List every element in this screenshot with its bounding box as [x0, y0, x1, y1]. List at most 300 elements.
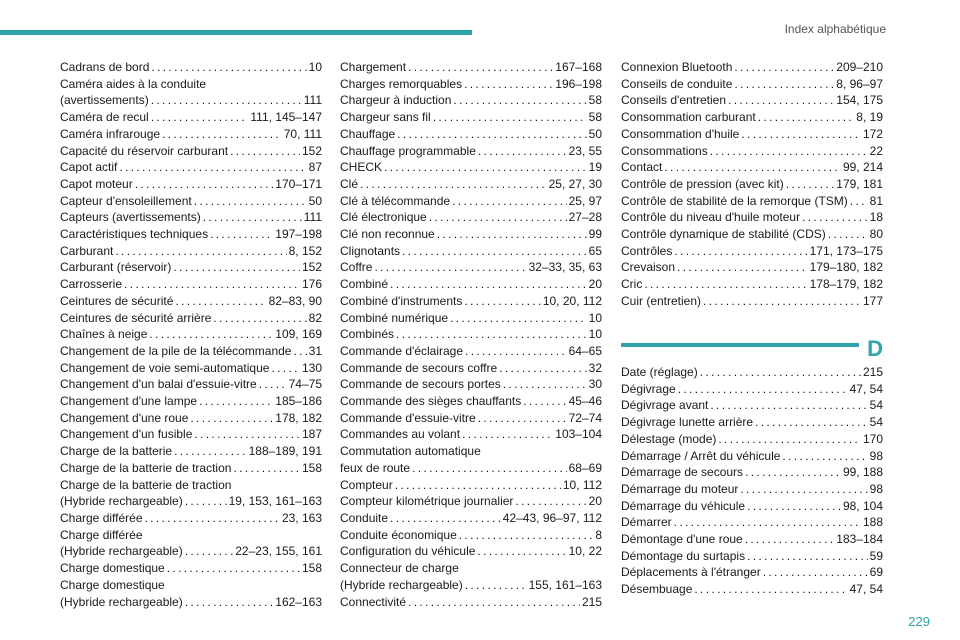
index-entry-line	[60, 426, 322, 443]
index-entry-line	[340, 376, 602, 393]
index-term: Dégivrage avant	[621, 398, 709, 413]
index-entry-line	[60, 527, 322, 544]
index-page-refs: 74–75	[288, 377, 322, 392]
leader-dots	[478, 410, 567, 427]
index-entry	[340, 310, 602, 327]
index-term: Démarrer	[621, 515, 672, 530]
index-entry	[60, 126, 322, 143]
index-page-refs: 10, 22	[568, 544, 602, 559]
index-term: Charge de la batterie de traction	[60, 477, 232, 492]
leader-dots	[151, 59, 306, 76]
index-term: Carrosserie	[60, 277, 123, 292]
index-entry	[621, 159, 883, 176]
index-page-refs: 111, 145–147	[250, 110, 322, 125]
index-entry	[60, 209, 322, 226]
index-term: Démarrage / Arrêt du véhicule	[621, 448, 781, 463]
leader-dots	[390, 510, 501, 527]
leader-dots	[185, 493, 227, 510]
leader-dots	[499, 360, 586, 377]
index-entry	[340, 493, 602, 510]
header-accent-bar	[0, 30, 472, 35]
leader-dots	[194, 426, 300, 443]
index-entry-line	[60, 243, 322, 260]
leader-dots	[734, 76, 834, 93]
leader-dots	[199, 393, 273, 410]
index-entry-line	[340, 310, 602, 327]
index-page-refs: 185–186	[275, 394, 322, 409]
index-term: Chauffage	[340, 126, 396, 141]
index-page-refs: 68–69	[568, 460, 602, 475]
index-entry	[60, 293, 322, 310]
index-term: Consommation d'huile	[621, 126, 740, 141]
leader-dots	[758, 109, 855, 126]
index-entry	[60, 226, 322, 243]
index-page-refs: 170	[862, 431, 883, 446]
leader-dots	[644, 276, 807, 293]
index-entry	[621, 481, 883, 498]
index-term: Charge domestique	[60, 577, 165, 592]
index-entry	[621, 293, 883, 310]
index-page-refs: 154, 175	[836, 93, 883, 108]
index-term: Désembuage	[621, 582, 693, 597]
index-entry	[60, 310, 322, 327]
index-entry	[60, 477, 322, 510]
index-term: Démarrage du moteur	[621, 481, 739, 496]
index-page-refs: 109, 169	[275, 327, 322, 342]
index-entry-line	[60, 259, 322, 276]
index-term: Changement d'une lampe	[60, 394, 198, 409]
index-term: Charge de la batterie	[60, 444, 173, 459]
index-entry	[340, 293, 602, 310]
index-entry	[340, 560, 602, 593]
index-entry	[621, 581, 883, 598]
index-entry	[60, 259, 322, 276]
index-term: (avertissements)	[60, 93, 149, 108]
index-entry	[60, 59, 322, 76]
index-page-refs: 8	[595, 527, 602, 542]
index-term: Clé électronique	[340, 210, 427, 225]
index-entry-line	[60, 209, 322, 226]
index-entry-line	[340, 326, 602, 343]
index-page-refs: 197–198	[275, 227, 322, 242]
index-page-refs: 215	[862, 365, 883, 379]
leader-dots	[453, 92, 586, 109]
index-entry	[340, 126, 602, 143]
index-page-refs: 23, 163	[281, 510, 322, 525]
index-entry	[60, 243, 322, 260]
index-entry	[60, 577, 322, 610]
index-entry	[340, 510, 602, 527]
index-term: Caméra de recul	[60, 110, 149, 125]
index-entry-line	[621, 481, 883, 498]
index-entry-line	[60, 477, 322, 494]
index-entry-line	[60, 143, 322, 160]
index-page-refs: 179, 181	[836, 176, 883, 191]
leader-dots	[402, 243, 587, 260]
index-term: Changement d'un fusible	[60, 427, 193, 442]
index-page-refs: 178, 182	[275, 410, 322, 425]
index-entry	[340, 159, 602, 176]
leader-dots	[677, 259, 808, 276]
index-term: (Hybride rechargeable)	[340, 577, 463, 592]
leader-dots	[396, 326, 587, 343]
index-entry-line	[60, 443, 322, 460]
index-term: Contact	[621, 160, 663, 175]
index-entry-line	[621, 431, 883, 448]
index-page-refs: 50	[308, 193, 322, 208]
index-entry-line	[621, 581, 883, 598]
leader-dots	[745, 531, 835, 548]
index-page-refs: 10, 112	[562, 477, 602, 492]
leader-dots	[185, 594, 274, 611]
index-entry	[340, 343, 602, 360]
index-entry	[340, 143, 602, 160]
leader-dots	[464, 293, 540, 310]
index-term: Délestage (mode)	[621, 431, 717, 446]
index-entry-line	[60, 276, 322, 293]
index-entry	[340, 426, 602, 443]
index-entry	[60, 109, 322, 126]
index-term: Clé non reconnue	[340, 227, 435, 242]
index-entry	[340, 527, 602, 544]
index-entry	[60, 360, 322, 377]
index-entry	[340, 176, 602, 193]
index-term: feux de route	[340, 460, 411, 475]
leader-dots	[230, 143, 300, 160]
index-entry-line	[60, 159, 322, 176]
index-term: Date (réglage)	[621, 365, 698, 379]
index-entry	[60, 527, 322, 560]
leader-dots	[694, 581, 847, 598]
index-entry-line	[60, 343, 322, 360]
index-entry-line	[621, 176, 883, 193]
index-entry	[621, 143, 883, 160]
index-page-refs: 27–28	[568, 210, 602, 225]
index-page-refs: 50	[588, 126, 602, 141]
index-page-refs: 162–163	[275, 594, 322, 609]
index-entry	[621, 276, 883, 293]
index-entry	[340, 443, 602, 476]
leader-dots	[523, 393, 566, 410]
index-entry	[621, 109, 883, 126]
index-entry-line	[340, 209, 602, 226]
index-term: Charge domestique	[60, 561, 165, 576]
leader-dots	[459, 527, 594, 544]
index-entry-line	[60, 293, 322, 310]
index-page-refs: 20	[588, 494, 602, 509]
index-page-refs: 177	[862, 293, 883, 308]
leader-dots	[465, 343, 567, 360]
leader-dots	[259, 376, 287, 393]
index-entry	[340, 276, 602, 293]
index-entry	[621, 531, 883, 548]
index-term: Commutation automatique	[340, 444, 481, 459]
index-page-refs: 155, 161–163	[528, 577, 602, 592]
leader-dots	[175, 293, 266, 310]
index-entry	[340, 477, 602, 494]
index-term: Commande des sièges chauffants	[340, 394, 522, 409]
index-page-refs: 25, 27, 30	[548, 176, 602, 191]
index-entry-line	[621, 564, 883, 581]
index-term: Capacité du réservoir carburant	[60, 143, 229, 158]
index-term: Contrôles	[621, 243, 673, 258]
index-entry	[60, 193, 322, 210]
index-entry-line	[340, 527, 602, 544]
index-entry-line	[621, 109, 883, 126]
index-term: Caractéristiques techniques	[60, 227, 209, 242]
index-term: Commande de secours coffre	[340, 360, 498, 375]
section-letter: D	[867, 336, 883, 361]
index-page-refs: 65	[588, 243, 602, 258]
index-page-refs: 10, 20, 112	[542, 293, 602, 308]
index-entry-line	[621, 276, 883, 293]
index-page-refs: 80	[869, 227, 883, 242]
index-page-refs: 167–168	[555, 60, 602, 74]
leader-dots	[755, 414, 868, 431]
index-page-refs: 47, 54	[849, 582, 883, 597]
index-page-refs: 70, 111	[283, 126, 322, 141]
leader-dots	[119, 159, 306, 176]
index-entry-line	[340, 143, 602, 160]
index-term: Chauffage programmable	[340, 143, 476, 158]
index-entry-line	[340, 577, 602, 594]
index-entry-line	[621, 397, 883, 414]
index-page-refs: 8, 19	[856, 110, 883, 125]
leader-dots	[194, 193, 307, 210]
leader-dots	[782, 448, 867, 465]
index-page-refs: 81	[869, 193, 883, 208]
index-entry-line	[621, 193, 883, 210]
leader-dots	[503, 376, 587, 393]
index-page-refs: 188–189, 191	[248, 444, 322, 459]
index-term: Coffre	[340, 260, 373, 275]
index-entry-line	[340, 259, 602, 276]
index-entry-line	[621, 414, 883, 431]
index-page-refs: 58	[588, 93, 602, 108]
index-term: Changement d'un balai d'essuie-vitre	[60, 377, 257, 392]
index-entry-line	[60, 510, 322, 527]
index-entry	[340, 594, 602, 611]
index-page-refs: 188	[862, 515, 883, 530]
index-entry	[60, 560, 322, 577]
index-entry-line	[60, 109, 322, 126]
leader-dots	[477, 543, 566, 560]
index-entry-line	[340, 460, 602, 477]
index-term: Combiné	[340, 277, 389, 292]
index-entry-line	[621, 448, 883, 465]
index-page-refs: 82–83, 90	[268, 293, 322, 308]
leader-dots	[674, 514, 861, 531]
index-entry-line	[621, 531, 883, 548]
index-entry	[340, 259, 602, 276]
index-page-refs: 103–104	[555, 427, 602, 442]
index-page-refs: 45–46	[568, 394, 602, 409]
leader-dots	[465, 577, 527, 594]
index-entry-line	[340, 92, 602, 109]
leader-dots	[429, 209, 567, 226]
leader-dots	[162, 126, 282, 143]
index-entry-line	[340, 410, 602, 427]
leader-dots	[478, 143, 567, 160]
index-entry	[621, 226, 883, 243]
leader-dots	[390, 276, 587, 293]
index-entry	[621, 76, 883, 93]
index-page-refs: 82	[308, 310, 322, 325]
index-term: Consommation carburant	[621, 110, 756, 125]
index-term: Démarrage de secours	[621, 465, 744, 480]
leader-dots	[149, 326, 273, 343]
index-entry	[340, 193, 602, 210]
index-entry-line	[340, 493, 602, 510]
index-entry	[60, 376, 322, 393]
index-page-refs: 54	[869, 398, 883, 413]
index-entry	[621, 243, 883, 260]
index-entry-line	[340, 293, 602, 310]
index-page-refs: 10	[588, 310, 602, 325]
index-page-refs: 99, 214	[842, 160, 883, 175]
index-term: Changement de la pile de la télécommande	[60, 343, 292, 358]
leader-dots	[360, 176, 547, 193]
index-entry-line	[621, 293, 883, 310]
index-entry	[60, 276, 322, 293]
index-entry-line	[340, 393, 602, 410]
index-page-refs: 22–23, 155, 161	[235, 544, 322, 559]
index-page-refs: 158	[301, 460, 322, 475]
index-entry-line	[340, 193, 602, 210]
index-term: CHECK	[340, 160, 383, 175]
index-entry-line	[60, 376, 322, 393]
index-entry	[60, 510, 322, 527]
index-column-3	[621, 59, 883, 310]
leader-dots	[233, 460, 300, 477]
index-entry-line	[340, 543, 602, 560]
index-page-refs: 22	[869, 143, 883, 158]
index-entry-line	[340, 560, 602, 577]
leader-dots	[747, 498, 841, 515]
index-entry-line	[60, 460, 322, 477]
index-term: (Hybride rechargeable)	[60, 494, 183, 509]
leader-dots	[710, 397, 867, 414]
index-page-refs: 158	[301, 561, 322, 576]
index-page-refs: 30	[588, 377, 602, 392]
index-term: Chargement	[340, 60, 407, 74]
index-page-refs: 72–74	[568, 410, 602, 425]
index-entry	[621, 498, 883, 515]
index-term: Caméra infrarouge	[60, 126, 161, 141]
leader-dots	[374, 259, 526, 276]
index-term: (Hybride rechargeable)	[60, 594, 183, 609]
index-term: Crevaison	[621, 260, 676, 275]
index-page-refs: 98	[869, 448, 883, 463]
index-page-refs: 8, 152	[288, 243, 322, 258]
index-entry	[60, 76, 322, 109]
index-page-refs: 19, 153, 161–163	[228, 494, 322, 509]
index-page-refs: 58	[588, 110, 602, 125]
index-entry-line	[621, 76, 883, 93]
index-entry-line	[60, 126, 322, 143]
index-entry-line	[621, 243, 883, 260]
leader-dots	[515, 493, 586, 510]
index-entry-line	[340, 159, 602, 176]
index-term: Conduite	[340, 510, 389, 525]
index-term: Clé	[340, 176, 359, 191]
index-term: Chaînes à neige	[60, 327, 148, 342]
index-entry-line	[60, 360, 322, 377]
index-term: Ceintures de sécurité	[60, 293, 174, 308]
leader-dots	[747, 548, 868, 565]
index-term: Conseils d'entretien	[621, 93, 727, 108]
leader-dots	[190, 410, 273, 427]
index-entry-line	[340, 443, 602, 460]
leader-dots	[452, 193, 567, 210]
leader-dots	[271, 360, 300, 377]
leader-dots	[786, 176, 835, 193]
leader-dots	[384, 159, 587, 176]
index-page-refs: 31	[308, 343, 322, 358]
index-entry	[621, 381, 883, 398]
index-entry-line	[60, 594, 322, 611]
leader-dots	[710, 143, 868, 160]
index-entry-line	[340, 59, 602, 76]
index-entry-line	[621, 381, 883, 398]
leader-dots	[397, 126, 586, 143]
leader-dots	[745, 464, 841, 481]
index-entry-line	[340, 276, 602, 293]
index-entry	[340, 543, 602, 560]
leader-dots	[740, 481, 867, 498]
index-term: Contrôle de stabilité de la remorque (TSM)	[621, 193, 848, 208]
index-entry	[60, 460, 322, 477]
index-page-refs: 20	[588, 277, 602, 292]
index-page-refs: 10	[588, 327, 602, 342]
index-entry	[621, 564, 883, 581]
index-page-refs: 10	[308, 60, 322, 74]
index-term: Contrôle du niveau d'huile moteur	[621, 210, 801, 225]
leader-dots	[763, 564, 868, 581]
index-entry	[60, 343, 322, 360]
header-title: Index alphabétique	[784, 22, 886, 36]
index-term: Combiné d'instruments	[340, 293, 463, 308]
index-term: Changement de voie semi-automatique	[60, 360, 270, 375]
index-entry-line	[621, 59, 883, 76]
leader-dots	[135, 176, 274, 193]
index-entry	[621, 548, 883, 565]
leader-dots	[203, 209, 302, 226]
index-term: Connectivité	[340, 594, 407, 609]
index-entry-line	[60, 560, 322, 577]
index-entry	[340, 360, 602, 377]
index-page-refs: 215	[581, 594, 602, 609]
index-page-refs: 42–43, 96–97, 112	[502, 510, 602, 525]
index-page-refs: 209–210	[836, 60, 883, 74]
section-rule	[621, 343, 859, 347]
index-entry-line	[60, 176, 322, 193]
leader-dots	[213, 310, 306, 327]
index-term: Conduite économique	[340, 527, 457, 542]
index-entry	[60, 426, 322, 443]
index-page-refs: 171, 173–175	[809, 243, 883, 258]
index-term: Dégivrage lunette arrière	[621, 415, 754, 430]
leader-dots	[700, 364, 861, 381]
leader-dots	[408, 59, 553, 76]
index-entry-line	[340, 126, 602, 143]
leader-dots	[674, 243, 807, 260]
index-entry-line	[60, 226, 322, 243]
index-page-refs: 87	[308, 160, 322, 175]
index-page-refs: 64–65	[568, 343, 602, 358]
index-term: Carburant	[60, 243, 114, 258]
index-entry	[340, 393, 602, 410]
